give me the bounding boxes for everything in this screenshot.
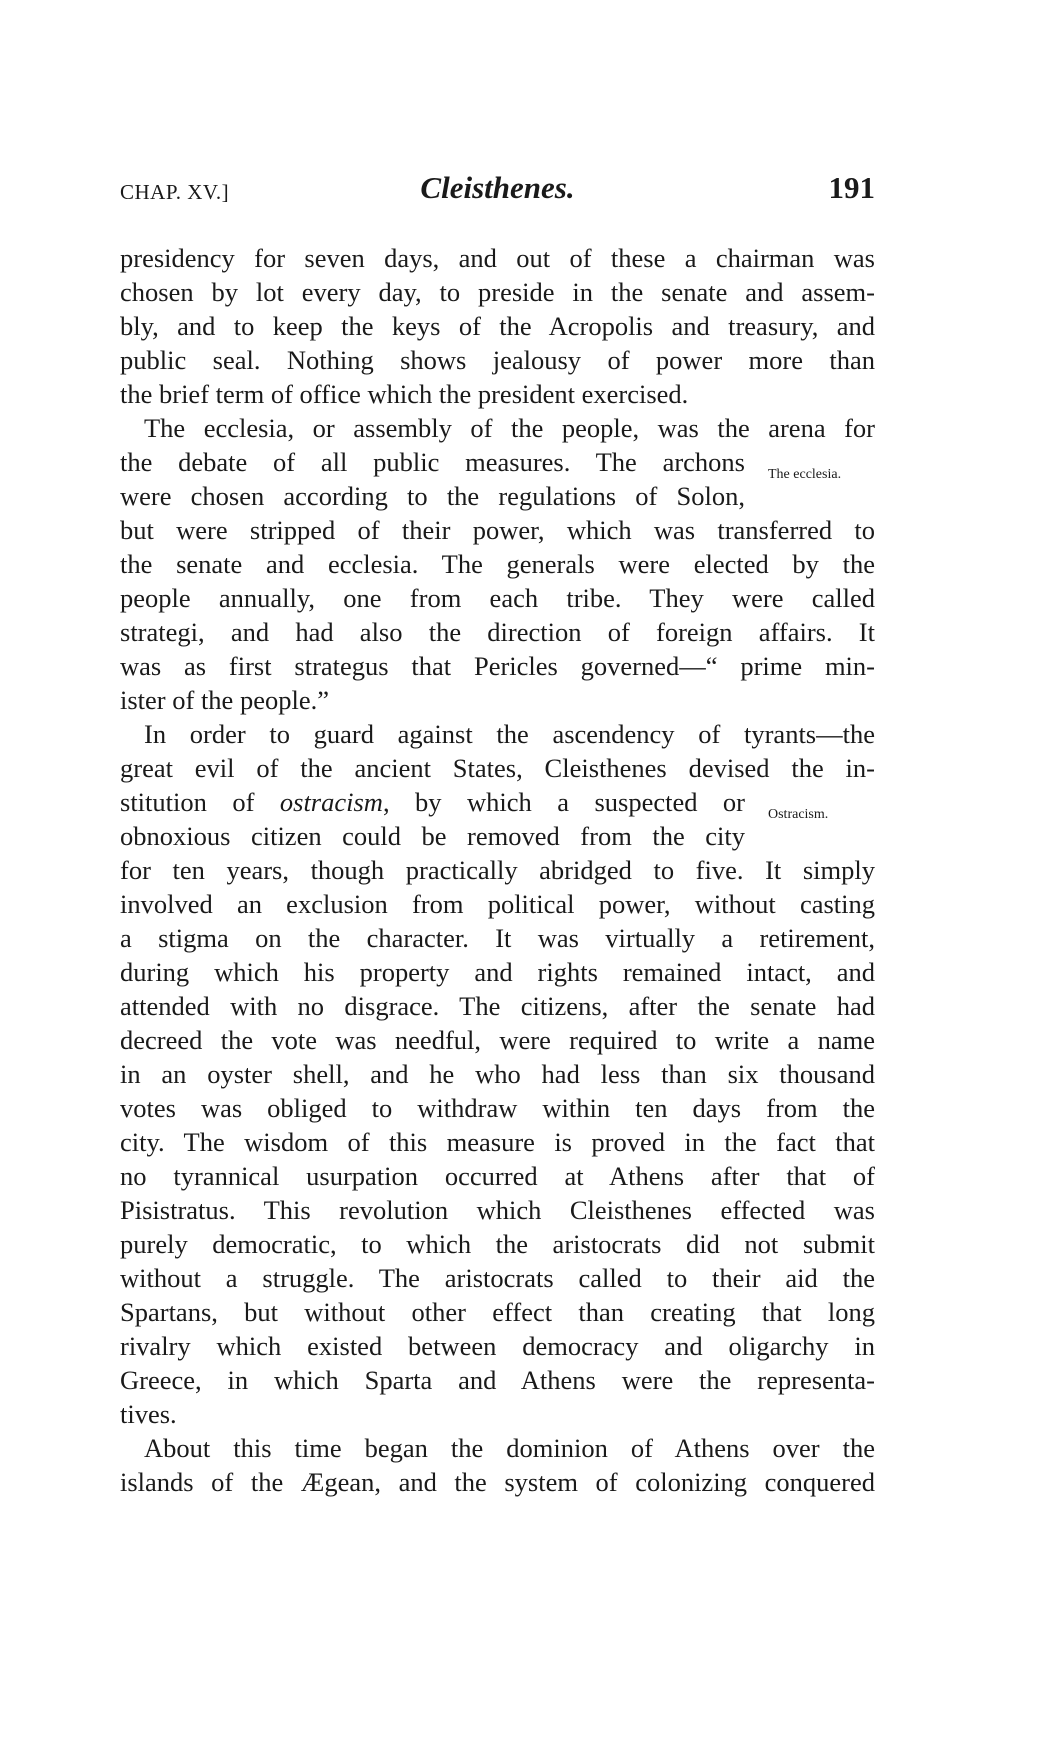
text-line: a stigma on the character. It was virtually a retirement,	[120, 923, 875, 953]
text-line: rivalry which existed between democracy and oligarchy in	[120, 1331, 875, 1361]
text-line: obnoxious citizen could be removed from the city	[120, 821, 745, 851]
text-line: About this time began the dominion of Athens over the	[144, 1433, 875, 1463]
text-line: involved an exclusion from political power, without casting	[120, 889, 875, 919]
text-line: city. The wisdom of this measure is proved in the fact that	[120, 1127, 875, 1157]
page-number: 191	[828, 170, 875, 205]
text-line: the brief term of office which the president exercised.	[120, 379, 689, 409]
text-line: bly, and to keep the keys of the Acropolis and treasury, and	[120, 311, 875, 341]
text-line: Spartans, but without other effect than creating that long	[120, 1297, 875, 1327]
text-line: votes was obliged to withdraw within ten days from the	[120, 1093, 875, 1123]
text-line: presidency for seven days, and out of these a chairman was	[120, 243, 875, 273]
text-line: purely democratic, to which the aristocrats did not submit	[120, 1229, 875, 1259]
running-title: Cleisthenes.	[420, 170, 575, 205]
text-line: for ten years, though practically abridged to five. It simply	[120, 855, 875, 885]
chapter-label: CHAP. XV.]	[120, 180, 230, 204]
text-line: In order to guard against the ascendency of tyrants—the	[144, 719, 875, 749]
text-line: people annually, one from each tribe. They were called	[120, 583, 875, 613]
text-line: ister of the people.”	[120, 685, 329, 715]
text-line	[120, 785, 745, 819]
text-line: no tyrannical usurpation occurred at Athens after that of	[120, 1161, 875, 1191]
text-line: in an oyster shell, and he who had less than six thousand	[120, 1059, 875, 1089]
text-line: Pisistratus. This revolution which Cleisthenes effected was	[120, 1195, 875, 1225]
text-line: great evil of the ancient States, Cleisthenes devised the in-	[120, 753, 875, 783]
text-line: were chosen according to the regulations of Solon,	[120, 481, 745, 511]
sidenote-ecclesia: The ecclesia.	[768, 467, 842, 482]
text-line: the senate and ecclesia. The generals were elected by the	[120, 549, 875, 579]
text-line: strategi, and had also the direction of foreign affairs. It	[120, 617, 875, 647]
text-run: stitution of	[120, 787, 280, 817]
text-line: tives.	[120, 1399, 177, 1429]
text-line: chosen by lot every day, to preside in the senate and assem-	[120, 277, 875, 307]
text-line: attended with no disgrace. The citizens, after the senate had	[120, 991, 875, 1021]
text-line: The ecclesia, or assembly of the people, was the arena for	[144, 413, 875, 443]
text-line: the debate of all public measures. The archons	[120, 447, 745, 477]
text-line: without a struggle. The aristocrats called to their aid the	[120, 1263, 875, 1293]
text-line: Greece, in which Sparta and Athens were the representa-	[120, 1365, 875, 1395]
text-line: was as first strategus that Pericles governed—“ prime min-	[120, 651, 875, 681]
text-line: islands of the Ægean, and the system of colonizing conquered	[120, 1467, 875, 1497]
emphasis-ostracism: ostracism	[279, 787, 383, 817]
text-line: during which his property and rights remained intact, and	[120, 957, 875, 987]
sidenote-ostracism: Ostracism.	[768, 807, 829, 822]
text-line: decreed the vote was needful, were required to write a name	[120, 1025, 875, 1055]
text-run: , by which a suspected or	[382, 787, 745, 817]
running-header	[120, 170, 875, 210]
text-line: public seal. Nothing shows jealousy of power more than	[120, 345, 875, 375]
text-line: but were stripped of their power, which was transferred to	[120, 515, 875, 545]
